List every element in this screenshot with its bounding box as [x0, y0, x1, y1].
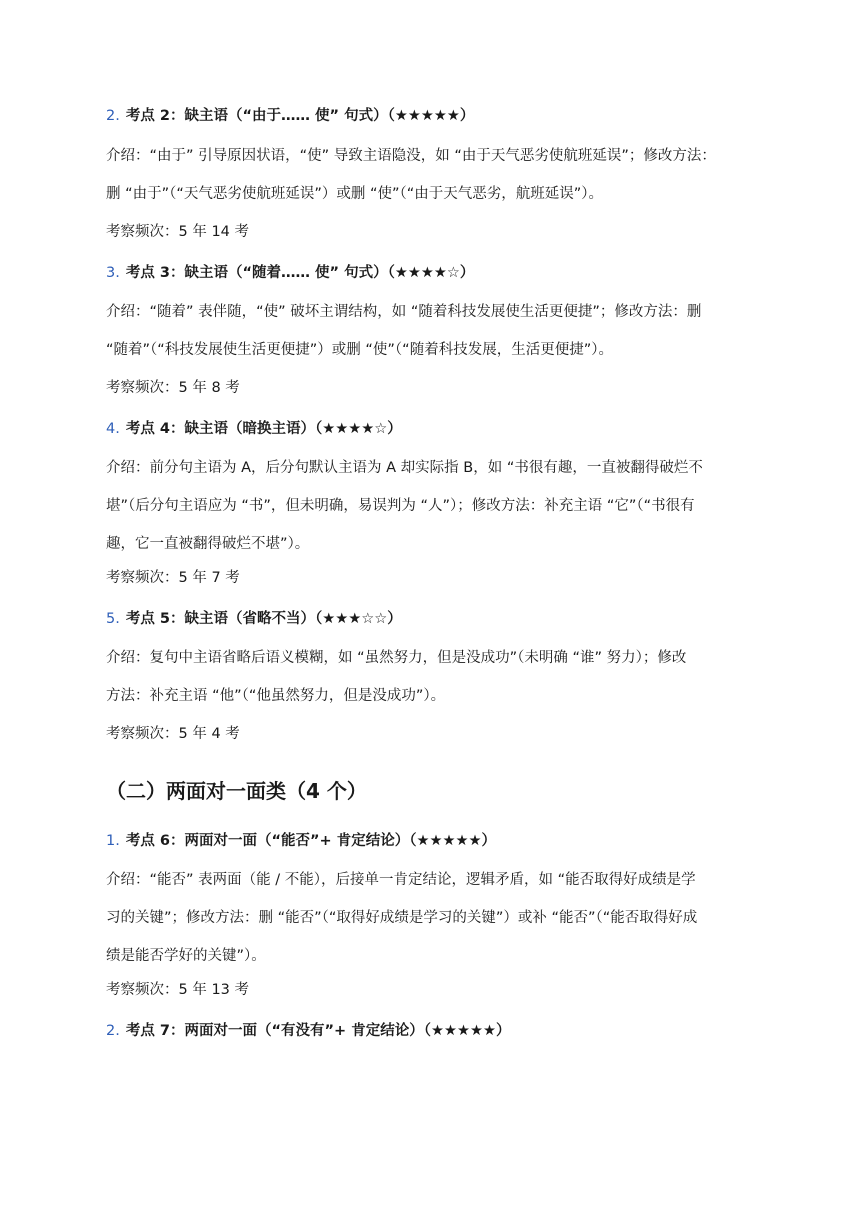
item-title: 考点 7：两面对一面（“有没有”+ 肯定结论）（★★★★★）	[125, 1023, 511, 1039]
item-intro	[106, 449, 766, 563]
item-heading	[106, 104, 786, 125]
intro-line: 堪”（后分句主语应为 “书”，但未明确，易误判为 “人”）；修改方法：补充主语 “它”（“书很有	[106, 498, 695, 514]
item-title: 考点 6：两面对一面（“能否”+ 肯定结论）（★★★★★）	[125, 833, 496, 849]
item-title: 考点 4：缺主语（暗换主语）（★★★★☆）	[125, 421, 402, 437]
intro-line: 介绍：“能否” 表两面（能 / 不能），后接单一肯定结论，逻辑矛盾，如 “能否取得好成绩是学	[106, 872, 696, 888]
item-number: 1.	[106, 833, 120, 849]
intro-line: 删 “由于”（“天气恶劣使航班延误”）或删 “使”（“由于天气恶劣，航班延误”）。	[106, 186, 604, 202]
intro-line: 习的关键”；修改方法：删 “能否”（“取得好成绩是学习的关键”）或补 “能否”（“能否取得好成	[106, 910, 698, 926]
item-intro	[106, 861, 766, 975]
item-frequency: 考察频次：5 年 8 考	[106, 380, 240, 396]
item-heading	[106, 261, 786, 282]
intro-line: “随着”（“科技发展使生活更便捷”）或删 “使”（“随着科技发展，生活更便捷”）。	[106, 342, 613, 358]
item-frequency: 考察频次：5 年 7 考	[106, 570, 240, 586]
intro-line: 介绍：“由于” 引导原因状语，“使” 导致主语隐没，如 “由于天气恶劣使航班延误”；修改方法：	[106, 148, 716, 164]
item-title: 考点 3：缺主语（“随着…… 使” 句式）（★★★★☆）	[125, 265, 475, 281]
intro-line: 绩是能否学好的关键”）。	[106, 948, 266, 964]
item-heading	[106, 607, 786, 628]
item-intro	[106, 293, 766, 369]
item-title: 考点 2：缺主语（“由于…… 使” 句式）（★★★★★）	[125, 108, 475, 124]
intro-line: 趣，它一直被翻得破烂不堪”）。	[106, 536, 310, 552]
item-heading	[106, 1019, 786, 1040]
item-heading	[106, 829, 786, 850]
item-frequency: 考察频次：5 年 4 考	[106, 726, 240, 742]
item-frequency: 考察频次：5 年 14 考	[106, 224, 250, 240]
item-frequency: 考察频次：5 年 13 考	[106, 982, 250, 998]
intro-line: 介绍：“随着” 表伴随，“使” 破坏主谓结构，如 “随着科技发展使生活更便捷”；修改方法：删	[106, 304, 702, 320]
item-number: 2.	[106, 108, 120, 124]
item-number: 2.	[106, 1023, 120, 1039]
section-heading: （二）两面对一面类（4 个）	[106, 779, 367, 803]
intro-line: 方法：补充主语 “他”（“他虽然努力，但是没成功”）。	[106, 688, 446, 704]
item-intro	[106, 137, 766, 213]
item-number: 3.	[106, 265, 120, 281]
intro-line: 介绍：前分句主语为 A，后分句默认主语为 A 却实际指 B，如 “书很有趣，一直被翻得破烂不	[106, 460, 703, 476]
item-number: 4.	[106, 421, 120, 437]
item-title: 考点 5：缺主语（省略不当）（★★★☆☆）	[125, 611, 402, 627]
item-heading	[106, 417, 786, 438]
intro-line: 介绍：复句中主语省略后语义模糊，如 “虽然努力，但是没成功”（未明确 “谁” 努力）；修改	[106, 650, 687, 666]
item-intro	[106, 639, 766, 715]
item-number: 5.	[106, 611, 120, 627]
